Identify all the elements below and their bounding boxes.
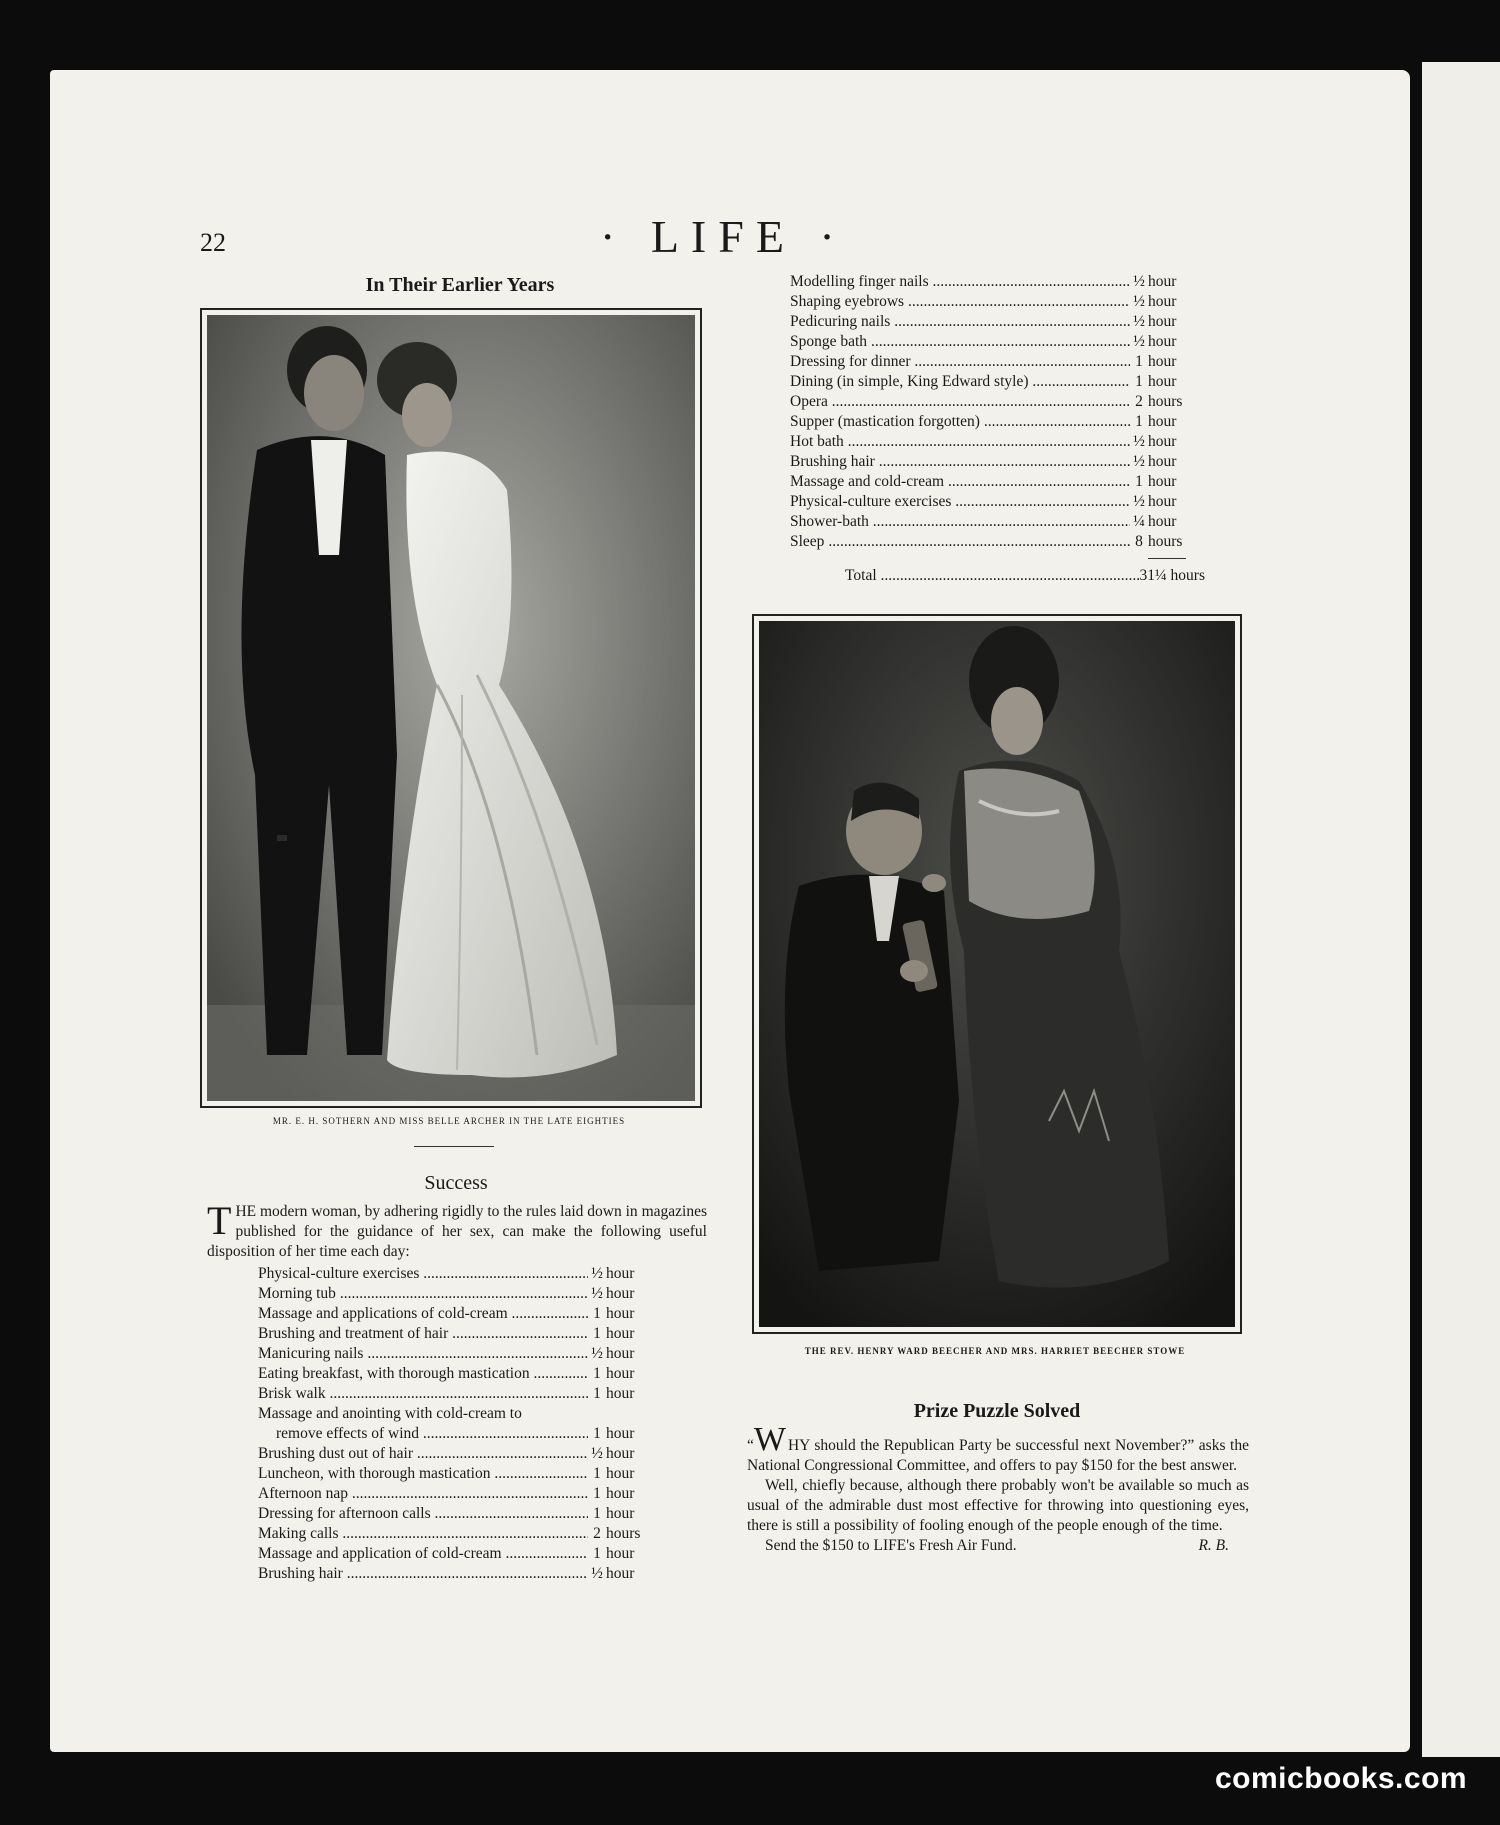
schedule-row: Massage and application of cold-cream ..... 1 hour	[258, 1544, 658, 1564]
schedule-row: Making calls ..... 2 hours	[258, 1524, 658, 1544]
facing-page-edge	[1422, 62, 1500, 1757]
total-rule	[1148, 558, 1186, 559]
schedule-row: Manicuring nails ..... ½ hour	[258, 1344, 658, 1364]
prize-para3-wrap	[747, 1536, 1249, 1556]
schedule-row: Physical-culture exercises ..... ½ hour	[258, 1264, 658, 1284]
couple-photo-image	[207, 315, 695, 1101]
schedule-list-part2	[790, 272, 1200, 552]
schedule-row: Morning tub ..... ½ hour	[258, 1284, 658, 1304]
sothern-archer-caption: MR. E. H. SOTHERN AND MISS BELLE ARCHER IN THE LATE EIGHTIES	[272, 1116, 626, 1126]
schedule-row: remove effects of wind ..... 1 hour	[258, 1424, 658, 1444]
schedule-row: Afternoon nap ..... 1 hour	[258, 1484, 658, 1504]
masthead-title: · LIFE ·	[600, 211, 847, 262]
prize-signature: R. B.	[1198, 1537, 1229, 1554]
prize-open-quote: “	[747, 1437, 754, 1454]
total-label: Total .....	[845, 567, 1140, 585]
schedule-row: Sponge bath ..... ½ hour	[790, 332, 1200, 352]
schedule-row: Luncheon, with thorough mastication ..... 1 hour	[258, 1464, 658, 1484]
beecher-caption: THE REV. HENRY WARD BEECHER AND MRS. HARRIET BEECHER STOWE	[804, 1346, 1186, 1356]
schedule-row: Brushing dust out of hair ..... ½ hour	[258, 1444, 658, 1464]
total-value: 31¼ hours	[1139, 567, 1205, 584]
schedule-total	[845, 567, 1205, 585]
caption-divider	[414, 1146, 494, 1147]
beecher-photo-image	[759, 621, 1235, 1327]
schedule-row: Dining (in simple, King Edward style) ..... 1 hour	[790, 372, 1200, 392]
prize-para2: Well, chiefly because, although there probably won't be available so much as usual of the admirable dust most effective for throwing into questioning eyes, there is still a possibility of fooling enough of the people enough of the time.	[747, 1477, 1249, 1534]
watermark-text: comicbooks.com	[1215, 1762, 1468, 1795]
schedule-row: Shaping eyebrows ..... ½ hour	[790, 292, 1200, 312]
schedule-row: Shower-bath ..... ¼ hour	[790, 512, 1200, 532]
prize-para3: Send the $150 to LIFE's Fresh Air Fund.	[765, 1537, 1017, 1554]
earlier-years-heading: In Their Earlier Years	[365, 274, 555, 296]
schedule-row: Dressing for afternoon calls ..... 1 hour	[258, 1504, 658, 1524]
schedule-row: Pedicuring nails ..... ½ hour	[790, 312, 1200, 332]
prize-para1: HY should the Republican Party be successful next November?” asks the National Congressional Committee, and offers to pay $150 for the best answer.	[747, 1437, 1249, 1474]
page-number: 22	[200, 228, 226, 257]
schedule-row: Brushing and treatment of hair ..... 1 hour	[258, 1324, 658, 1344]
schedule-row: Hot bath ..... ½ hour	[790, 432, 1200, 452]
schedule-row: Brushing hair ..... ½ hour	[258, 1564, 658, 1584]
schedule-row: Massage and anointing with cold-cream to	[258, 1405, 522, 1422]
schedule-row: Brisk walk ..... 1 hour	[258, 1384, 658, 1404]
sothern-archer-photo	[200, 308, 702, 1108]
success-intro-text: HE modern woman, by adhering rigidly to the rules laid down in magazines published for the guidance of her sex, can make the following useful disposition of her time each day:	[207, 1203, 707, 1260]
schedule-row: Dressing for dinner ..... 1 hour	[790, 352, 1200, 372]
success-intro	[207, 1198, 707, 1262]
schedule-row: Sleep ..... 8 hours	[790, 532, 1200, 552]
page-gutter	[1410, 70, 1422, 1752]
schedule-list-part1	[258, 1264, 658, 1584]
success-heading: Success	[424, 1172, 488, 1194]
schedule-row: Supper (mastication forgotten) ..... 1 hour	[790, 412, 1200, 432]
prize-puzzle-heading: Prize Puzzle Solved	[913, 1400, 1081, 1422]
prize-dropcap: W	[753, 1421, 786, 1458]
schedule-row: Physical-culture exercises ..... ½ hour	[790, 492, 1200, 512]
prize-puzzle-article	[747, 1421, 1249, 1556]
schedule-row: Massage and applications of cold-cream ..... 1 hour	[258, 1304, 658, 1324]
schedule-row: Opera ..... 2 hours	[790, 392, 1200, 412]
schedule-row: Modelling finger nails ..... ½ hour	[790, 272, 1200, 292]
schedule-row: Brushing hair ..... ½ hour	[790, 452, 1200, 472]
schedule-row: Massage and cold-cream ..... 1 hour	[790, 472, 1200, 492]
schedule-row: Eating breakfast, with thorough mastication ..... 1 hour	[258, 1364, 658, 1384]
beecher-photo	[752, 614, 1242, 1334]
success-dropcap: T	[207, 1198, 232, 1243]
